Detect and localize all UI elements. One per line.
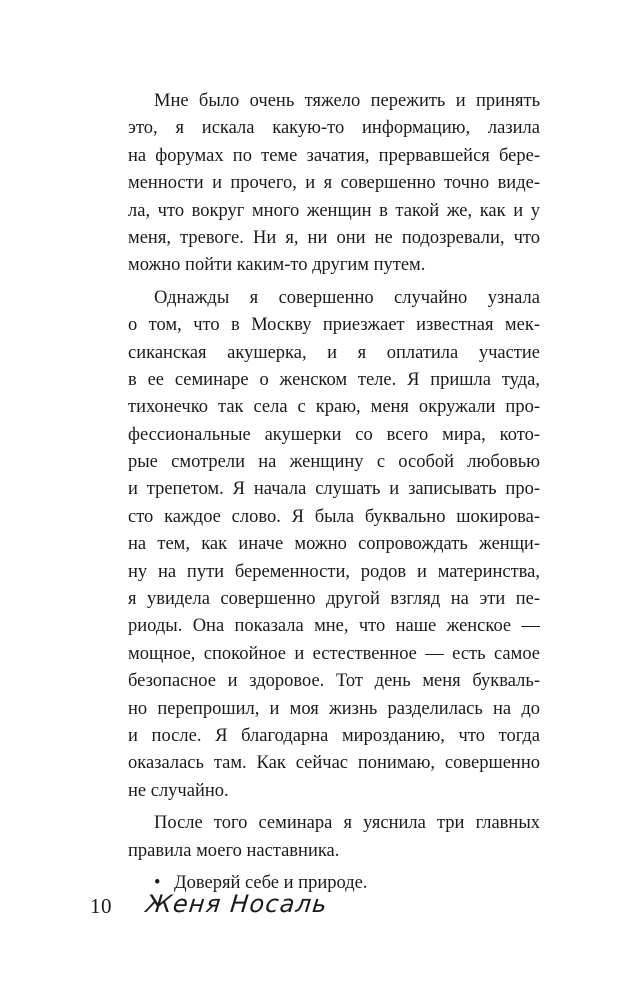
paragraph-2 (128, 285, 540, 805)
text-line: не случайно. (128, 780, 229, 801)
paragraph-1 (128, 88, 540, 280)
text-line: ну на пути беременности, родов и материнства, (128, 561, 540, 582)
text-line: в ее семинаре о женском теле. Я пришла туда, (128, 369, 540, 390)
list-item-text: Доверяй себе и природе. (174, 872, 368, 893)
text-line: можно пойти каким-то другим путем. (128, 255, 426, 276)
text-line: сиканская акушерка, и я оплатила участие (128, 342, 540, 363)
page-footer (90, 888, 530, 924)
text-line: о том, что в Москву приезжает известная мек- (128, 315, 540, 336)
text-line: я увидела совершенно другой взгляд на эти пе- (128, 589, 540, 610)
text-line: меня, тревоге. Ни я, ни они не подозревали, что (128, 227, 540, 248)
text-line: и после. Я благодарна мирозданию, что тогда (128, 725, 540, 746)
text-line: Однажды я совершенно случайно узнала (154, 287, 540, 308)
text-line: Мне было очень тяжело пережить и принять (154, 91, 540, 111)
text-line: рые смотрели на женщину с особой любовью (128, 452, 540, 473)
text-line: сто каждое слово. Я была буквально шокирова- (128, 506, 540, 527)
text-line: правила моего наставника. (128, 840, 340, 861)
text-line: После того семинара я уяснила три главных (154, 813, 540, 834)
paragraph-3 (128, 810, 540, 865)
running-footer-author: Женя Носаль (144, 890, 330, 918)
text-line: оказалась там. Как сейчас понимаю, совершенно (128, 753, 540, 774)
bullet-icon: • (154, 872, 161, 893)
text-line: безопасное и здоровое. Тот день меня букваль- (128, 671, 540, 692)
text-line: фессиональные акушерки со всего мира, кото- (128, 424, 540, 445)
text-line: ла, что вокруг много женщин в такой же, как и у (128, 200, 540, 221)
text-line: но перепрошил, и моя жизнь разделилась на до (128, 698, 540, 719)
body-text (128, 88, 540, 897)
text-line: тихонечко так села с краю, меня окружали про- (128, 397, 540, 418)
text-line: это, я искала какую-то информацию, лазила (128, 118, 540, 139)
text-line: менности и прочего, и я совершенно точно виде- (128, 173, 540, 194)
page-number: 10 (90, 894, 112, 918)
text-line: и трепетом. Я начала слушать и записывать про- (128, 479, 540, 500)
text-line: на тем, как иначе можно сопровождать женщи- (128, 534, 540, 555)
text-line: мощное, спокойное и естественное — есть самое (128, 643, 540, 664)
text-line: риоды. Она показала мне, что наше женское — (128, 616, 540, 637)
text-line: на форумах по теме зачатия, прервавшейся бере- (128, 145, 540, 166)
